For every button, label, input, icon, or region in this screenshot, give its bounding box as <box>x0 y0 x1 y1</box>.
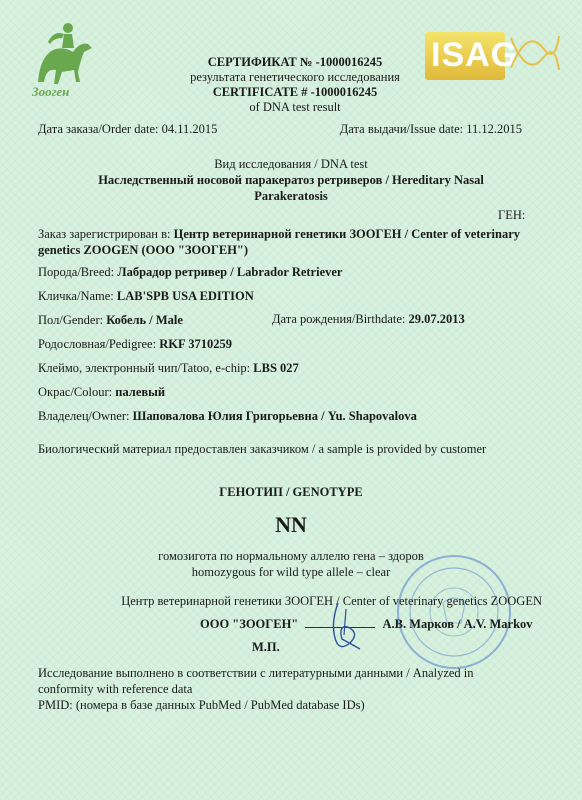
issue-date: Дата выдачи/Issue date: 11.12.2015 <box>339 122 522 136</box>
official-stamp <box>395 553 513 671</box>
subtitle-ru: результата генетического исследования <box>190 70 400 84</box>
genotype-value: NN <box>275 512 307 537</box>
certificate-header <box>150 55 440 115</box>
colour-label: Окрас/Colour: <box>38 385 113 399</box>
org-name: ООО "ЗООГЕН" <box>200 617 299 631</box>
subtitle-en: of DNA test result <box>249 100 341 114</box>
pedigree-value: RKF 3710259 <box>159 337 232 351</box>
order-reg-value-2: genetics ZOOGEN (ООО "ЗООГЕН") <box>38 243 249 257</box>
footer-notes <box>38 665 542 713</box>
birthdate-value: 29.07.2013 <box>408 312 465 326</box>
colour-row <box>38 384 542 400</box>
pedigree-label: Родословная/Pedigree: <box>38 337 157 351</box>
signature-line <box>200 617 542 632</box>
footer-line3: PMID: (номера в базе данных PubMed / PubMed database IDs) <box>38 698 365 712</box>
dna-swirl-icon <box>507 28 563 78</box>
name-value: LAB'SPB USA EDITION <box>116 289 254 303</box>
owner-label: Владелец/Owner: <box>38 409 130 423</box>
colour-value: палевый <box>115 385 166 399</box>
sample-note: Биологический материал предоставлен заказчиком / a sample is provided by customer <box>38 442 487 456</box>
footer-line1: Исследование выполнено в соответствии с литературными данными / Analyzed in <box>38 666 474 680</box>
owner-row <box>38 408 542 424</box>
gender-label: Пол/Gender: <box>38 313 104 327</box>
gender-value: Кобель / Male <box>106 313 183 327</box>
handwritten-signature-icon <box>320 595 370 655</box>
tattoo-label: Клеймо, электронный чип/Tatoo, e-chip: <box>38 361 251 375</box>
order-date: Дата заказа/Order date: 04.11.2015 <box>38 122 218 136</box>
zoogen-logo <box>18 12 108 107</box>
footer-line2: conformity with reference data <box>38 682 193 696</box>
order-registered <box>38 226 542 258</box>
test-type-label: Вид исследования / DNA test <box>214 157 368 171</box>
pedigree-row <box>38 336 542 352</box>
name-row <box>38 288 542 304</box>
name-label: Кличка/Name: <box>38 289 114 303</box>
order-reg-label: Заказ зарегистрирован в: <box>38 227 171 241</box>
isag-text: ISAG <box>431 36 519 74</box>
test-name-line2: Parakeratosis <box>254 189 328 203</box>
tattoo-value: LBS 027 <box>253 361 299 375</box>
test-name-line1: Наследственный носовой паракератоз ретриверов / Hereditary Nasal <box>98 173 484 187</box>
order-reg-value-1: Центр ветеринарной генетики ЗООГЕН / Center of veterinary <box>173 227 520 241</box>
owner-value: Шаповалова Юлия Григорьевна / Yu. Shapovalova <box>132 409 417 423</box>
title-en: CERTIFICATE # -1000016245 <box>212 85 378 99</box>
title-ru: СЕРТИФИКАТ № -1000016245 <box>207 55 383 69</box>
logo-text: Зооген <box>32 84 70 99</box>
signer-name: А.В. Марков / A.V. Markov <box>382 617 533 631</box>
tattoo-row <box>38 360 542 376</box>
genotype-heading: ГЕНОТИП / GENOTYPE <box>219 485 363 499</box>
round-stamp-icon <box>395 553 513 671</box>
genotype-desc-en: homozygous for wild type allele – clear <box>191 565 391 579</box>
center-line: Центр ветеринарной генетики ЗООГЕН / Center of veterinary genetics ZOOGEN <box>121 594 542 608</box>
dates-row <box>38 122 522 137</box>
breed-value: Лабрадор ретривер / Labrador Retriever <box>117 265 343 279</box>
breed-row <box>38 264 542 280</box>
genotype-desc-ru: гомозигота по нормальному аллелю гена – здоров <box>158 549 424 563</box>
test-block <box>40 156 542 204</box>
mp-label: М.П. <box>252 640 280 654</box>
breed-label: Порода/Breed: <box>38 265 115 279</box>
gen-label: ГЕН: <box>498 208 526 222</box>
birthdate-label: Дата рождения/Birthdate: <box>272 312 406 326</box>
birthdate-row <box>272 312 465 327</box>
